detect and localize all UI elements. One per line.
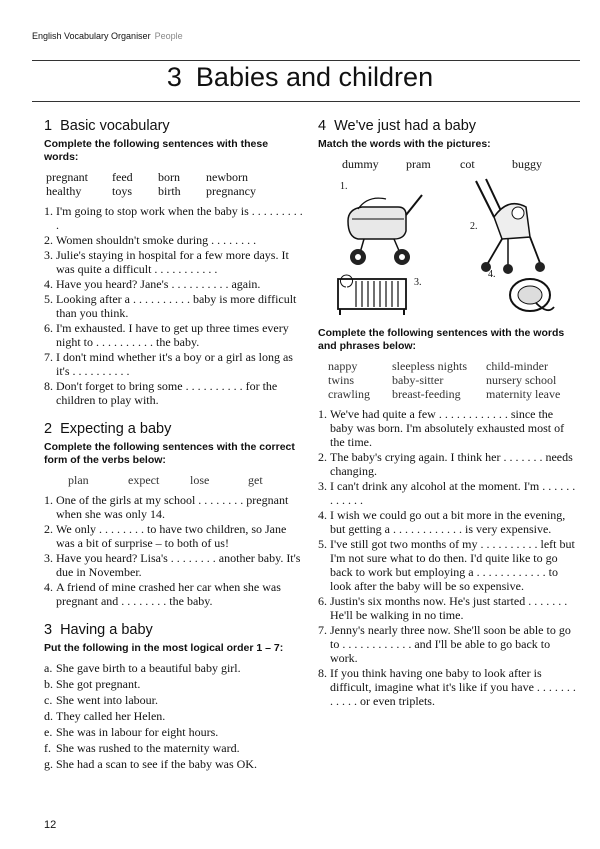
item-marker: 1. [44,493,53,507]
word-option: expect [128,473,160,487]
item-text: I don't mind whether it's a boy or a girl as long as it's . . . . . . . . . . [56,350,293,378]
section-instruction: Complete the following sentences with the correct form of the verbs below: [44,441,295,466]
word-option: crawling [328,387,370,401]
pram-illustration [338,191,430,269]
word-option: breast-feeding [392,387,461,401]
left-column [44,118,304,786]
word-option: feed [112,170,133,184]
item-text: She was rushed to the maternity ward. [56,741,240,755]
item-marker: 3. [44,248,53,262]
exercise-item [318,594,576,622]
item-marker: 8. [318,666,327,680]
item-text: She was in labour for eight hours. [56,725,219,739]
page-number: 12 [44,819,57,831]
picture-label: 1. [340,181,348,192]
item-marker: 3. [318,479,327,493]
item-marker: a. [44,661,53,675]
item-text: Jenny's nearly three now. She'll soon be able to go to . . . . . . . . . . . . and I'll be able to go back to work. [330,623,571,665]
item-marker: 7. [318,623,327,637]
word-option: born [158,170,180,184]
item-text: She went into labour. [56,693,158,707]
word-option: birth [158,184,181,198]
picture-panel [318,177,576,317]
item-marker: 2. [318,450,327,464]
picture-label: 3. [414,277,422,288]
item-text: I can't drink any alcohol at the moment. I'm . . . . . . . . . . . . [330,479,576,507]
item-marker: 6. [318,594,327,608]
word-option: sleepless nights [392,359,467,373]
exercise-item [44,725,304,740]
word-option: pregnancy [206,184,256,198]
item-text: We only . . . . . . . . to have two children, so Jane was a bit of surprise – to both of us! [56,522,287,550]
word-option: cot [460,157,475,171]
section-having-a-baby [44,622,304,772]
item-marker: 3. [44,551,53,565]
word-option: pram [406,157,431,171]
title-rule [32,101,580,102]
item-marker: 7. [44,350,53,364]
exercise-item [44,677,304,692]
item-marker: e. [44,725,53,739]
item-text: The baby's crying again. I think her . . . . . . . needs changing. [330,450,573,478]
section-instruction: Complete the following sentences with these words: [44,138,269,163]
word-option: dummy [342,157,379,171]
item-marker: 1. [44,204,53,218]
item-marker: 5. [44,292,53,306]
exercise-item [318,450,576,478]
dummy-illustration [504,273,556,317]
item-marker: b. [44,677,53,691]
word-option: twins [328,373,355,387]
topic-label: People [154,31,183,41]
exercise-item [44,233,304,247]
exercise-item [44,379,304,407]
word-option: nursery school [486,373,557,387]
exercise-list [44,204,304,407]
item-text: Have you heard? Jane's . . . . . . . . . . again. [56,277,261,291]
picture-label: 4. [488,269,496,280]
word-box [318,359,576,401]
section-instruction: Match the words with the pictures: [318,138,491,150]
running-header [32,31,183,41]
item-text: She gave birth to a beautiful baby girl. [56,661,241,675]
exercise-item [44,709,304,724]
unit-number: 3 [166,62,182,92]
item-text: Women shouldn't smoke during . . . . . . . . [56,233,257,247]
item-marker: 2. [44,522,53,536]
section-expecting-a-baby [44,421,304,608]
item-text: A friend of mine crashed her car when she was pregnant and . . . . . . . . the baby. [56,580,281,608]
word-option: maternity leave [486,387,561,401]
item-text: Don't forget to bring some . . . . . . . . . . for the children to play with. [56,379,278,407]
right-column [318,118,576,709]
exercise-item [44,321,304,349]
exercise-item [318,508,576,536]
exercise-item [318,479,576,507]
item-text: Looking after a . . . . . . . . . . baby is more difficult than you think. [56,292,297,320]
exercise-item [44,248,304,276]
section-heading: 4 We've just had a baby [318,118,477,134]
item-marker: 1. [318,407,327,421]
exercise-list [318,407,576,708]
item-marker: 4. [318,508,327,522]
item-text: I've still got two months of my . . . . . . . . . . left but I'm not sure what to do then. I'd quite like to go back to work but employing a . . . . . . . . . . . . to look after the baby will be so expensive. [330,537,575,593]
item-marker: 4. [44,277,53,291]
word-box [44,170,304,198]
item-text: Justin's six months now. He's just started . . . . . . . He'll be walking in no time. [330,594,568,622]
top-rule [32,60,580,61]
item-text: I'm going to stop work when the baby is . . . . . . . . . . [56,204,303,232]
exercise-item [44,693,304,708]
word-option: toys [112,184,133,198]
word-option: baby-sitter [392,373,444,387]
exercise-item [44,493,304,521]
exercise-item [318,407,576,449]
unit-title: Babies and children [195,62,434,92]
exercise-item [44,350,304,378]
word-box [44,473,304,487]
word-option: plan [68,473,89,487]
buggy-illustration [468,177,550,277]
section-basic-vocabulary [44,118,304,407]
item-text: One of the girls at my school . . . . . . . . pregnant when she was only 14. [56,493,289,521]
word-option: pregnant [46,170,88,184]
exercise-item [44,277,304,291]
exercise-item [318,537,576,593]
page-title [0,62,600,93]
word-box [318,157,576,171]
item-text: She got pregnant. [56,677,141,691]
exercise-item [44,580,304,608]
item-marker: f. [44,741,51,755]
exercise-list [44,493,304,608]
item-text: They called her Helen. [56,709,166,723]
item-marker: 4. [44,580,53,594]
section-heading: 1 Basic vocabulary [44,118,170,134]
section-instruction: Complete the following sentences with the words and phrases below: [318,327,565,352]
exercise-item [44,661,304,676]
item-text: I'm exhausted. I have to get up three times every night to . . . . . . . . . . the baby. [56,321,289,349]
word-option: newborn [206,170,248,184]
word-option: nappy [328,359,358,373]
exercise-item [44,292,304,320]
section-heading: 2 Expecting a baby [44,421,172,437]
item-text: If you think having one baby to look after is difficult, imagine what it's like if you have . . . . . . . . . . . . or even triplets. [330,666,576,708]
item-marker: 6. [44,321,53,335]
section-heading: 3 Having a baby [44,622,153,638]
item-marker: c. [44,693,53,707]
item-text: Have you heard? Lisa's . . . . . . . . another baby. It's due in November. [56,551,301,579]
item-marker: g. [44,757,53,771]
book-title: English Vocabulary Organiser [32,31,151,41]
item-text: Julie's staying in hospital for a few more days. It was quite a difficult . . . . . . . . . . . [56,248,289,276]
item-text: She had a scan to see if the baby was OK. [56,757,257,771]
word-option: get [248,473,263,487]
section-instruction: Put the following in the most logical order 1 – 7: [44,642,284,654]
exercise-item [44,551,304,579]
exercise-item [318,666,576,708]
item-marker: 5. [318,537,327,551]
word-option: healthy [46,184,82,198]
exercise-item [44,522,304,550]
word-option: lose [190,473,210,487]
word-option: child-minder [486,359,548,373]
word-option: buggy [512,157,542,171]
item-text: I wish we could go out a bit more in the evening, but getting a . . . . . . . . . . . . is very expensive. [330,508,566,536]
exercise-item [44,204,304,232]
exercise-item [44,757,304,772]
exercise-item [318,623,576,665]
item-marker: 8. [44,379,53,393]
item-marker: 2. [44,233,53,247]
exercise-item [44,741,304,756]
exercise-list [44,661,304,772]
item-marker: d. [44,709,53,723]
cot-illustration [334,273,410,317]
picture-label: 2. [470,221,478,232]
item-text: We've had quite a few . . . . . . . . . . . . since the baby was born. I'm absolutely exhausted most of the time. [330,407,565,449]
